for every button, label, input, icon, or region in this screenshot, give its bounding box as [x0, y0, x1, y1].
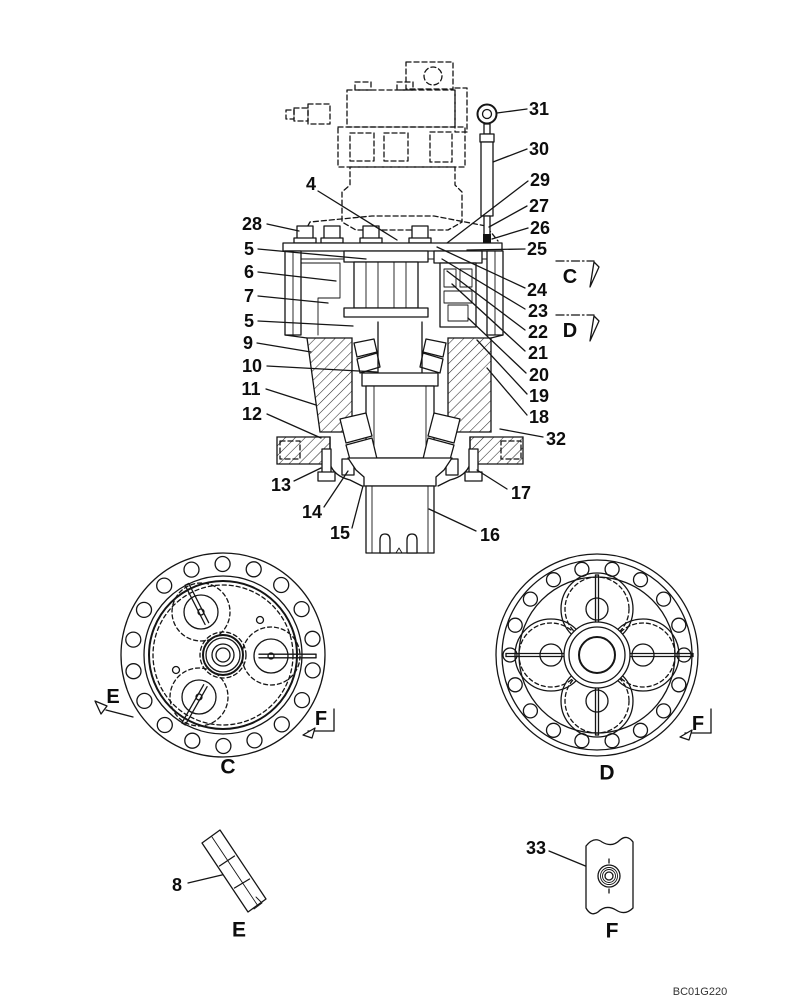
bolt-hole: [305, 631, 320, 646]
bolt-hole: [657, 704, 671, 718]
plate-section: [586, 837, 633, 913]
callout-28: 28: [241, 214, 263, 234]
section-marker-c-label: C: [562, 266, 578, 288]
bolt-hole: [126, 664, 141, 679]
bolt-hole: [295, 693, 310, 708]
callout-33: 33: [525, 838, 547, 858]
bolt-hole: [634, 573, 648, 587]
section-marker-d-label: D: [562, 320, 578, 342]
dipstick-tube: [481, 142, 493, 216]
callout-13: 13: [270, 475, 292, 495]
callout-7: 7: [243, 286, 255, 306]
callout-5b: 5: [243, 311, 255, 331]
bolt-hole: [274, 717, 289, 732]
bolt-hole: [247, 733, 262, 748]
bolt-hole: [137, 602, 152, 617]
callout-32: 32: [545, 429, 567, 449]
callout-20: 20: [528, 365, 550, 385]
view-arrow-e-label: E: [106, 686, 120, 708]
bolt-hole: [508, 678, 522, 692]
callout-12: 12: [241, 404, 263, 424]
section-marker-c: [556, 261, 599, 288]
bolt-hole: [157, 578, 172, 593]
view-d: [496, 554, 711, 785]
bolt-hole: [672, 618, 686, 632]
top-bolts: [294, 226, 431, 243]
bolt-hole: [305, 663, 320, 678]
internal-gear-assembly: [301, 251, 482, 335]
bolt-hole: [137, 693, 152, 708]
sun-gear: [362, 373, 438, 386]
callout-19: 19: [528, 386, 550, 406]
callout-30: 30: [528, 139, 550, 159]
view-arrow-f-on-c-label: F: [314, 708, 328, 730]
callout-27: 27: [528, 196, 550, 216]
view-c: [95, 553, 334, 779]
planet-gear-right: [242, 627, 316, 685]
callout-9: 9: [242, 333, 254, 353]
figure-code: BC01G220: [672, 986, 728, 998]
callout-25: 25: [526, 239, 548, 259]
bolt-hole: [672, 678, 686, 692]
reference-motor-outline: [286, 62, 498, 241]
bolt-hole: [547, 723, 561, 737]
bolt-hole: [216, 739, 231, 754]
bolt-hole: [126, 632, 141, 647]
bolt-hole: [294, 602, 309, 617]
bolt-hole: [274, 578, 289, 593]
callout-11: 11: [241, 379, 261, 399]
callout-24: 24: [526, 280, 548, 300]
view-arrow-f-on-d-label: F: [691, 713, 705, 735]
callout-17: 17: [510, 483, 532, 503]
callout-4: 4: [305, 174, 317, 194]
callout-5a: 5: [243, 239, 255, 259]
callout-15: 15: [329, 523, 351, 543]
upper-bearing-rollers: [354, 339, 446, 373]
bolt-hole: [246, 562, 261, 577]
bolt-hole: [523, 592, 537, 606]
view-d-caption: D: [599, 761, 615, 785]
callout-22: 22: [527, 322, 549, 342]
view-c-caption: C: [220, 755, 236, 779]
bolt-hole: [547, 573, 561, 587]
bolt-hole: [184, 562, 199, 577]
callout-29: 29: [529, 170, 551, 190]
callout-14: 14: [301, 502, 323, 522]
callout-26: 26: [529, 218, 551, 238]
bolt-hole: [657, 592, 671, 606]
bolt-hole: [508, 618, 522, 632]
bolt-hole: [157, 718, 172, 733]
callout-31: 31: [528, 99, 550, 119]
view-arrow-f-on-d: [680, 709, 711, 740]
bolt-hole: [185, 733, 200, 748]
callout-8: 8: [171, 875, 183, 895]
bolt-hole: [215, 557, 230, 572]
callout-23: 23: [527, 301, 549, 321]
bolt-hole: [523, 704, 537, 718]
view-f: [586, 837, 633, 942]
planet-gear-lower-left: [170, 668, 228, 726]
callout-18: 18: [528, 407, 550, 427]
shaft-mid: [366, 386, 434, 458]
callout-16: 16: [479, 525, 501, 545]
bolt-hole: [634, 723, 648, 737]
pin-part: [202, 830, 266, 912]
callout-10: 10: [241, 356, 263, 376]
dipstick-ring: [478, 105, 497, 124]
section-marker-d: [556, 315, 599, 342]
view-f-caption: F: [605, 919, 619, 943]
callout-6: 6: [243, 262, 255, 282]
view-e-caption: E: [231, 918, 247, 942]
view-e: [202, 830, 266, 942]
output-shaft: [348, 458, 452, 553]
callout-21: 21: [527, 343, 549, 363]
